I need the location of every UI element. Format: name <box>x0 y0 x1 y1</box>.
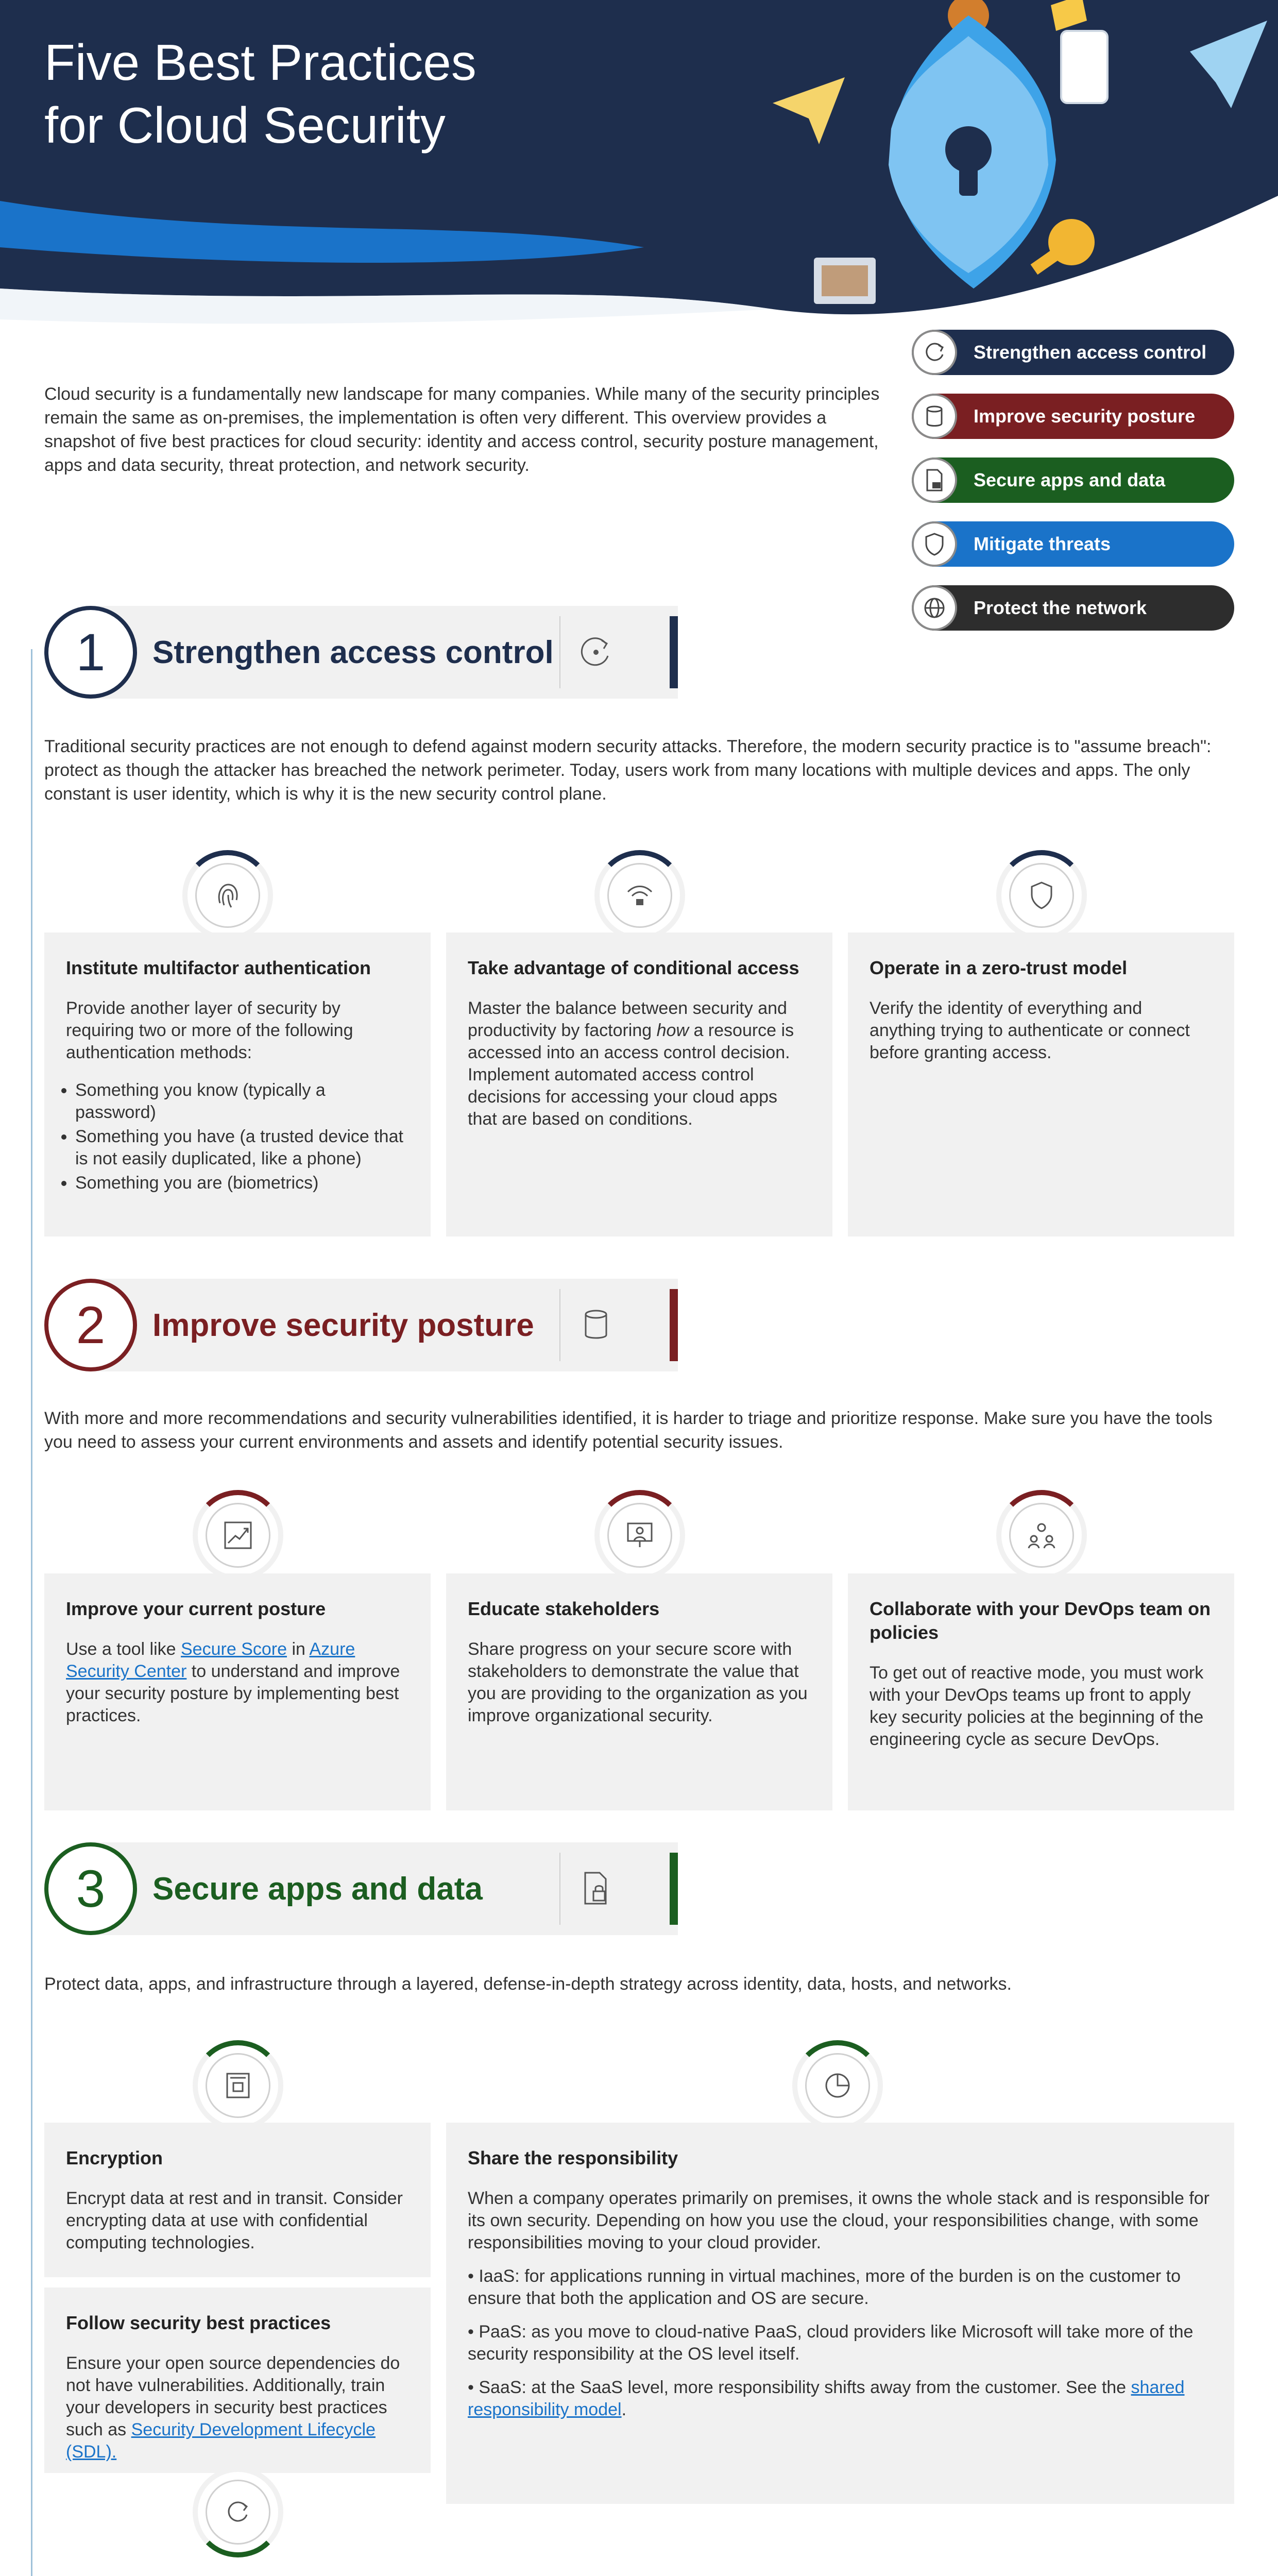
database-icon <box>912 394 957 439</box>
section-2-header <box>44 1279 678 1371</box>
card-body: To get out of reactive mode, you must work with your DevOps teams up front to apply key security policies at the beginning of the engineering cycle as secure DevOps. <box>870 1663 1204 1749</box>
cycle-icon <box>206 2480 270 2545</box>
secure-score-link[interactable]: Secure Score <box>181 1639 287 1659</box>
team-icon <box>1009 1503 1074 1568</box>
card-current-posture <box>44 1573 431 1810</box>
section-title: Secure apps and data <box>152 1871 483 1907</box>
shared-responsibility-link[interactable]: shared responsibility model <box>468 2378 1185 2419</box>
card-text: to understand and improve your security posture by implementing best practices. <box>66 1662 400 1725</box>
bullet-text: . <box>621 2400 627 2419</box>
card-body <box>468 2188 1213 2421</box>
bullet-saas: • SaaS: at the SaaS level, more responsibility shifts away from the customer. See the shared responsibility model. <box>468 2378 1185 2419</box>
card-body <box>66 1638 409 1727</box>
trend-up-badge <box>193 1490 283 1581</box>
card-title: Collaborate with your DevOps team on policies <box>870 1598 1211 1643</box>
bullet-item: • Something you know (typically a password) <box>75 1079 409 1124</box>
bullet-text: PaaS: as you move to cloud-native PaaS, cloud providers like Microsoft will take more of the security responsibility at the OS level itself. <box>468 2322 1194 2364</box>
bullet-text: SaaS: at the SaaS level, more responsibility shifts away from the customer. See the <box>479 2378 1131 2397</box>
card-text: in <box>287 1639 310 1659</box>
bullet-iaas: • IaaS: for applications running in virtual machines, more of the burden is on the customer to ensure that both the application and OS are secure. <box>468 2266 1181 2308</box>
refresh-icon <box>559 616 632 688</box>
pie-chart-icon <box>805 2053 870 2118</box>
card-share-responsibility <box>446 2123 1234 2504</box>
card-title: Improve your current posture <box>66 1598 326 1619</box>
card-body: Verify the identity of everything and anything trying to authenticate or connect before granting access. <box>870 998 1190 1062</box>
nav-pill-label: Secure apps and data <box>974 469 1166 490</box>
section-title: Improve security posture <box>152 1307 534 1343</box>
section-title: Strengthen access control <box>152 634 554 670</box>
nav-pill-label: Improve security posture <box>974 405 1196 427</box>
card-body <box>66 2352 409 2463</box>
card-title: Take advantage of conditional access <box>468 957 799 978</box>
header-banner <box>0 0 1278 361</box>
nav-pill-security-posture[interactable] <box>912 394 1234 439</box>
nav-pill-label: Protect the network <box>974 597 1147 618</box>
card-body: Encrypt data at rest and in transit. Consider encrypting data at use with confidential computing technologies. <box>66 2189 403 2252</box>
wifi-lock-badge <box>594 850 685 941</box>
fingerprint-badge <box>182 850 273 941</box>
team-badge <box>996 1490 1087 1581</box>
document-lock-icon <box>559 1853 632 1925</box>
card-educate-stakeholders <box>446 1573 832 1810</box>
card-encryption <box>44 2123 431 2277</box>
card-text: Use a tool like <box>66 1639 181 1659</box>
card-zero-trust <box>848 933 1234 1236</box>
card-body: Share progress on your secure score with stakeholders to demonstrate the value that you are providing to the organization as you improve organizational security. <box>468 1639 808 1725</box>
title-line-2: for Cloud Security <box>44 97 446 154</box>
section-3-header <box>44 1842 678 1935</box>
card-multifactor <box>44 933 431 1236</box>
pie-chart-badge <box>792 2040 883 2131</box>
card-text: Master the balance between security and productivity by factoring <box>468 998 787 1040</box>
card-devops <box>848 1573 1234 1810</box>
encrypted-file-badge <box>193 2040 283 2131</box>
shield-outline-icon <box>1009 863 1074 928</box>
presentation-badge <box>594 1490 685 1581</box>
refresh-icon <box>912 330 957 375</box>
card-title: Operate in a zero-trust model <box>870 957 1128 978</box>
section-number: 1 <box>44 606 137 699</box>
presentation-icon <box>607 1503 672 1568</box>
cycle-badge <box>193 2467 283 2557</box>
database-icon <box>559 1289 632 1361</box>
card-title: Encryption <box>66 2147 163 2168</box>
card-body <box>66 997 409 1194</box>
timeline-line <box>31 649 32 2576</box>
section-number: 3 <box>44 1842 137 1935</box>
section-accent <box>670 1853 678 1925</box>
card-text-emphasis: how <box>656 1021 689 1040</box>
card-title: Educate stakeholders <box>468 1598 660 1619</box>
card-text: a resource is accessed into an access control decision. Implement automated access control decisions for accessing your cloud apps that are based on conditions. <box>468 1021 794 1129</box>
bullet-text: IaaS: for applications running in virtual machines, more of the burden is on the customer to ensure that both the application and OS are secure. <box>468 2266 1181 2308</box>
shield-outline-badge <box>996 850 1087 941</box>
bullet-item: • Something you have (a trusted device that is not easily duplicated, like a phone) <box>75 1126 409 1170</box>
trend-up-icon <box>206 1503 270 1568</box>
nav-pill-mitigate-threats[interactable] <box>912 521 1234 567</box>
card-title: Institute multifactor authentication <box>66 957 371 978</box>
globe-icon <box>912 585 957 631</box>
page-title <box>44 31 611 157</box>
document-lock-icon <box>912 457 957 503</box>
nav-pill-access-control[interactable] <box>912 330 1234 375</box>
card-best-practices <box>44 2287 431 2473</box>
shield-icon <box>912 521 957 567</box>
nav-pill-label: Mitigate threats <box>974 533 1111 554</box>
section-number: 2 <box>44 1279 137 1371</box>
section-2-description: With more and more recommendations and security vulnerabilities identified, it is harder to triage and prioritize response. Make sure you have the tools you need to assess your current environments and assets and identify potential security issues. <box>44 1409 1213 1452</box>
section-3-description: Protect data, apps, and infrastructure through a layered, defense-in-depth strategy across identity, data, hosts, and networks. <box>44 1974 1012 1994</box>
card-conditional-access <box>446 933 832 1236</box>
nav-pill-apps-data[interactable] <box>912 457 1234 503</box>
card-title: Share the responsibility <box>468 2147 678 2168</box>
card-body <box>468 997 811 1130</box>
card-text: When a company operates primarily on premises, it owns the whole stack and is responsible for its own security. Depending on how you use the cloud, your responsibilities change, with some responsibilities moving to your cloud provider. <box>468 2189 1210 2252</box>
fingerprint-icon <box>195 863 260 928</box>
section-1-description: Traditional security practices are not enough to defend against modern security attacks. Therefore, the modern security practice is to "assume breach": protect as though the attacker has breached the network perimeter. Today, users work from many locations with multiple devices and apps. The only constant is user identity, which is why it is the new security control plane. <box>44 737 1212 804</box>
azure-security-center-link[interactable]: Azure Security Center <box>66 1639 355 1681</box>
section-1-header <box>44 606 678 699</box>
card-bullets <box>66 1079 409 1194</box>
bullet-paas: • PaaS: as you move to cloud-native PaaS, cloud providers like Microsoft will take more of the security responsibility at the OS level itself. <box>468 2322 1194 2364</box>
wifi-lock-icon <box>607 863 672 928</box>
section-accent <box>670 616 678 688</box>
nav-pill-label: Strengthen access control <box>974 342 1207 363</box>
sdl-link[interactable]: Security Development Lifecycle (SDL). <box>66 2420 376 2462</box>
bullet-item: • Something you are (biometrics) <box>75 1172 409 1194</box>
title-line-1: Five Best Practices <box>44 34 476 91</box>
intro-paragraph: Cloud security is a fundamentally new landscape for many companies. While many of the security principles remain the same as on-premises, the implementation is often very different. This overview provides a snapshot of five best practices for cloud security: identity and access control, security posture management, apps and data security, threat protection, and network security. <box>44 384 880 475</box>
encrypted-file-icon <box>206 2053 270 2118</box>
section-accent <box>670 1289 678 1361</box>
card-text: Ensure your open source dependencies do not have vulnerabilities. Additionally, train your developers in security best practices such as <box>66 2353 400 2439</box>
card-text: Provide another layer of security by requiring two or more of the following authentication methods: <box>66 998 353 1062</box>
card-title: Follow security best practices <box>66 2312 331 2333</box>
shield-illustration <box>711 0 1277 319</box>
nav-pill-protect-network[interactable] <box>912 585 1234 631</box>
